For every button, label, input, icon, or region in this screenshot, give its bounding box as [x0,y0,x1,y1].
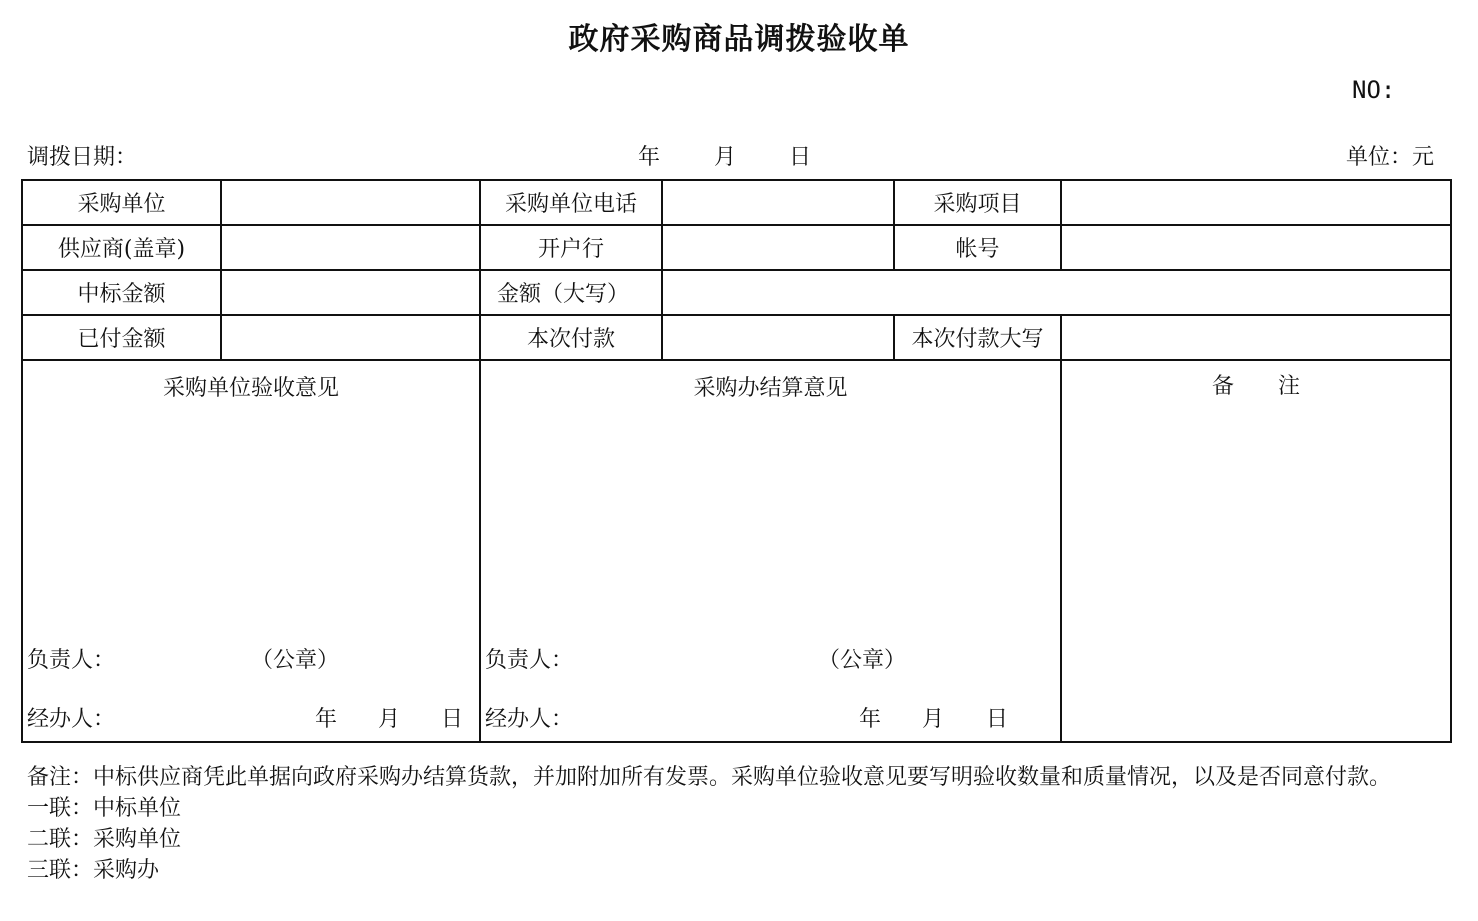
copy-note-1: 一联：中标单位 [27,796,182,821]
acceptance-seal-label: （公章） [251,648,340,673]
purchase-unit-label: 采购单位 [22,180,221,225]
settlement-responsible-label: 负责人： [485,648,574,673]
account-label: 帐号 [894,225,1061,270]
this-payment-label: 本次付款 [480,315,662,360]
purchase-unit-field[interactable] [221,180,480,225]
copy-note-2: 二联：采购单位 [27,827,182,852]
table-row [22,360,1451,742]
bid-amount-label: 中标金额 [22,270,221,315]
table-row [22,225,1451,270]
acceptance-year-label: 年 [315,707,338,732]
settlement-handler-label: 经办人： [485,707,574,732]
table-row [22,315,1451,360]
date-year-label: 年 [638,145,661,170]
settlement-day-label: 日 [986,707,1009,732]
number-label: NO: [1352,76,1396,104]
purchase-unit-phone-label: 采购单位电话 [480,180,662,225]
date-month-label: 月 [714,145,737,170]
acceptance-month-label: 月 [378,707,401,732]
acceptance-handler-label: 经办人： [27,707,116,732]
acceptance-form-table [21,179,1452,743]
this-payment-upper-field[interactable] [1061,315,1451,360]
this-payment-field[interactable] [662,315,894,360]
footnote-remark: 备注：中标供应商凭此单据向政府采购办结算货款，并加附加所有发票。采购单位验收意见要写明验收数量和质量情况，以及是否同意付款。 [27,765,1392,790]
acceptance-opinion-heading: 采购单位验收意见 [162,376,339,401]
document-title: 政府采购商品调拨验收单 [568,22,910,57]
transfer-date-label: 调拨日期： [27,145,138,170]
supplier-label: 供应商(盖章) [22,225,221,270]
copy-note-3: 三联：采购办 [27,858,160,883]
supplier-field[interactable] [221,225,480,270]
acceptance-opinion-cell[interactable] [22,360,480,742]
acceptance-responsible-label: 负责人： [27,648,116,673]
remarks-cell[interactable] [1061,360,1451,742]
bid-amount-field[interactable] [221,270,480,315]
purchase-project-label: 采购项目 [894,180,1061,225]
table-row [22,180,1451,225]
settlement-year-label: 年 [859,707,882,732]
this-payment-upper-label: 本次付款大写 [894,315,1061,360]
settlement-opinion-cell[interactable] [480,360,1061,742]
account-field[interactable] [1061,225,1451,270]
purchase-unit-phone-field[interactable] [662,180,894,225]
settlement-opinion-heading: 采购办结算意见 [693,376,848,401]
unit-label: 单位：元 [1346,145,1435,170]
acceptance-day-label: 日 [441,707,464,732]
settlement-month-label: 月 [922,707,945,732]
table-row [22,270,1451,315]
amount-upper-field[interactable] [662,270,1451,315]
date-day-label: 日 [789,145,812,170]
remarks-heading: 备 注 [1211,374,1300,399]
purchase-project-field[interactable] [1061,180,1451,225]
footnotes [27,762,1437,886]
settlement-seal-label: （公章） [818,648,907,673]
bank-field[interactable] [662,225,894,270]
amount-upper-label: 金额（大写） [480,270,662,315]
paid-amount-field[interactable] [221,315,480,360]
bank-label: 开户行 [480,225,662,270]
paid-amount-label: 已付金额 [22,315,221,360]
